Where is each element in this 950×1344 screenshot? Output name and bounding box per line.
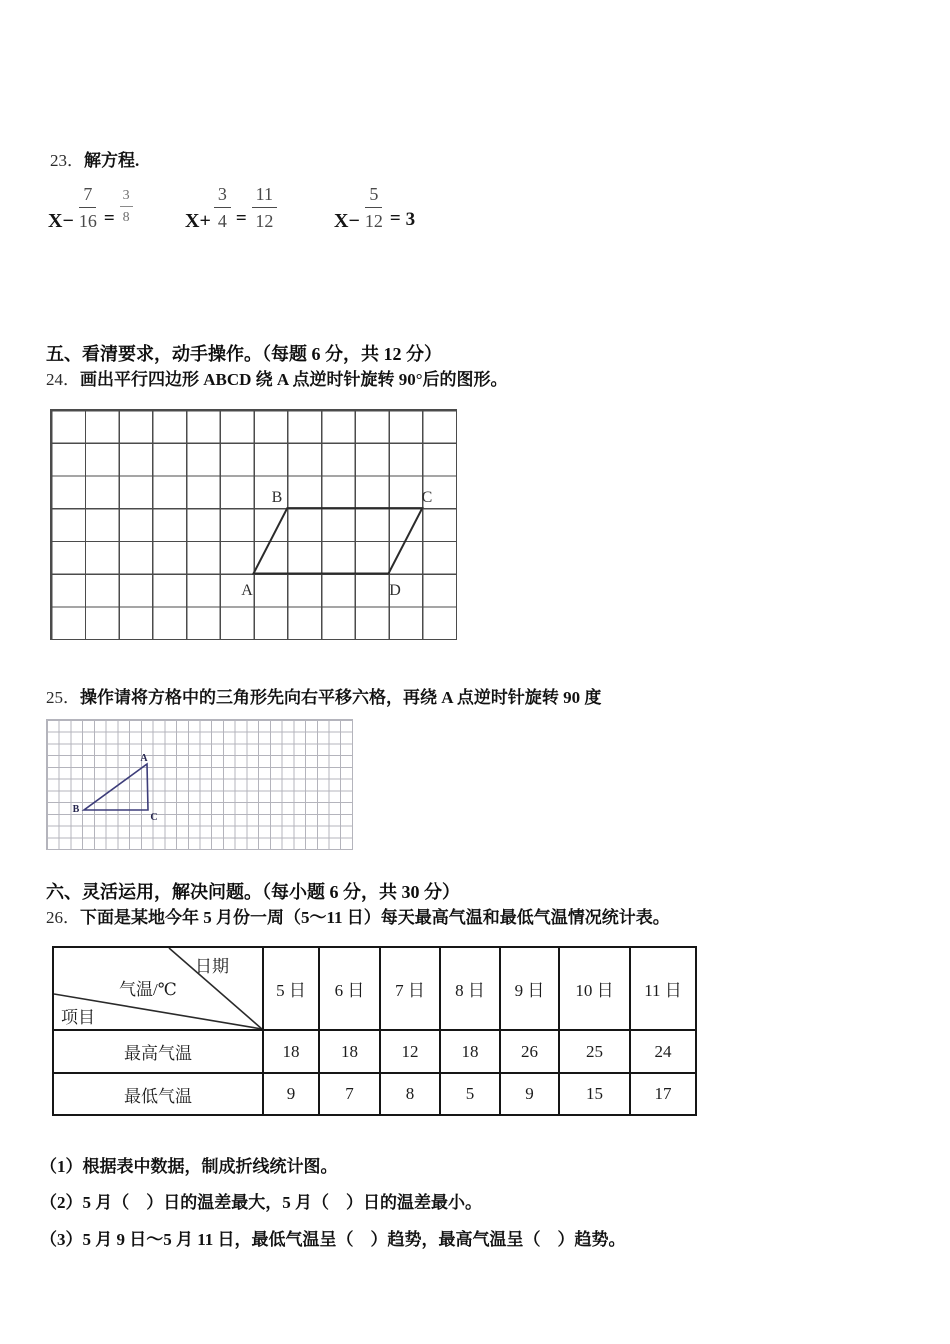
high-day10: 25 — [558, 1029, 629, 1072]
vertex-label-c: C — [150, 812, 158, 823]
denominator: 12 — [255, 210, 274, 231]
equation-3-rhs: 3 — [405, 209, 416, 230]
vertex-label-a: A — [140, 753, 148, 764]
col-header-day7: 7 日 — [379, 948, 439, 1029]
high-day11: 24 — [629, 1029, 695, 1072]
low-day10: 15 — [558, 1072, 629, 1114]
question-25-number: 25． — [46, 688, 80, 707]
parallelogram-abcd — [254, 508, 423, 573]
numerator: 5 — [365, 183, 382, 208]
question-25-text: 25．操作请将方格中的三角形先向右平移六格，再绕 A 点逆时针旋转 90 度 — [46, 688, 602, 707]
low-day5: 9 — [262, 1072, 318, 1114]
equation-1 — [48, 183, 133, 231]
equation-2 — [185, 183, 277, 231]
low-day9: 9 — [499, 1072, 558, 1114]
corner-label-date: 日期 — [195, 957, 229, 976]
temperature-table — [52, 946, 697, 1116]
question-23-number: 23． — [50, 151, 84, 170]
numerator: 3 — [214, 183, 231, 208]
vertex-label-a: A — [241, 582, 253, 599]
denominator: 8 — [122, 209, 130, 225]
high-day7: 12 — [379, 1029, 439, 1072]
vertex-label-d: D — [389, 582, 401, 599]
corner-label-temperature: 气温/℃ — [119, 980, 177, 999]
vertex-label-b: B — [72, 804, 80, 815]
equation-2-lhs: X+ — [185, 210, 211, 232]
row-high-label: 最高气温 — [54, 1029, 262, 1072]
high-day8: 18 — [439, 1029, 499, 1072]
col-header-day10: 10 日 — [558, 948, 629, 1029]
equals-sign: = — [103, 208, 115, 229]
grid-24 — [50, 409, 457, 640]
equation-1-fraction-right — [120, 188, 133, 227]
section-5-heading: 五、看清要求，动手操作。（每题 6 分，共 12 分） — [46, 344, 442, 364]
question-26-number: 26． — [46, 908, 80, 927]
row-low-label: 最低气温 — [54, 1072, 262, 1114]
question-23-title: 解方程. — [84, 151, 140, 170]
question-26-text: 26．下面是某地今年 5 月份一周（5～11 日）每天最高气温和最低气温情况统计表。 — [46, 908, 670, 927]
equation-2-fraction-right — [252, 183, 277, 232]
triangle-figure — [47, 720, 352, 849]
equation-3-fraction-left — [363, 183, 385, 232]
question-23-heading — [50, 150, 139, 172]
numerator: 7 — [79, 183, 96, 208]
equation-1-lhs: X− — [48, 210, 74, 232]
equation-3 — [334, 183, 415, 231]
low-day11: 17 — [629, 1072, 695, 1114]
col-header-day9: 9 日 — [499, 948, 558, 1029]
equation-1-fraction-left — [77, 183, 99, 232]
high-day9: 26 — [499, 1029, 558, 1072]
denominator: 12 — [364, 210, 383, 231]
grid-25 — [46, 719, 353, 850]
denominator: 4 — [217, 210, 227, 231]
col-header-day11: 11 日 — [629, 948, 695, 1029]
denominator: 16 — [78, 210, 97, 231]
col-header-day8: 8 日 — [439, 948, 499, 1029]
numerator: 3 — [120, 188, 133, 207]
question-24-text: 24．画出平行四边形 ABCD 绕 A 点逆时针旋转 90°后的图形。 — [46, 370, 508, 389]
triangle-abc — [84, 764, 148, 810]
low-day6: 7 — [318, 1072, 379, 1114]
equation-2-fraction-left — [214, 183, 231, 232]
high-day6: 18 — [318, 1029, 379, 1072]
question-24-number: 24． — [46, 370, 80, 389]
section-6-heading: 六、灵活运用，解决问题。（每小题 6 分，共 30 分） — [46, 882, 460, 902]
high-day5: 18 — [262, 1029, 318, 1072]
equals-sign: = — [235, 208, 247, 229]
vertex-label-c: C — [421, 489, 433, 506]
subquestion-2: （2）5 月（ ）日的温差最大，5 月（ ）日的温差最小。 — [40, 1193, 482, 1212]
corner-label-item: 项目 — [61, 1008, 95, 1027]
table-corner-cell — [54, 948, 262, 1029]
equals-sign: = — [389, 208, 401, 229]
numerator: 11 — [252, 183, 277, 208]
vertex-label-b: B — [271, 489, 283, 506]
subquestion-1: （1）根据表中数据，制成折线统计图。 — [40, 1157, 338, 1176]
low-day8: 5 — [439, 1072, 499, 1114]
subquestion-3: （3）5 月 9 日～5 月 11 日，最低气温呈（ ）趋势，最高气温呈（ ）趋势。 — [40, 1230, 626, 1249]
low-day7: 8 — [379, 1072, 439, 1114]
parallelogram-figure — [51, 410, 456, 639]
col-header-day5: 5 日 — [262, 948, 318, 1029]
col-header-day6: 6 日 — [318, 948, 379, 1029]
equation-3-lhs: X− — [334, 210, 360, 232]
